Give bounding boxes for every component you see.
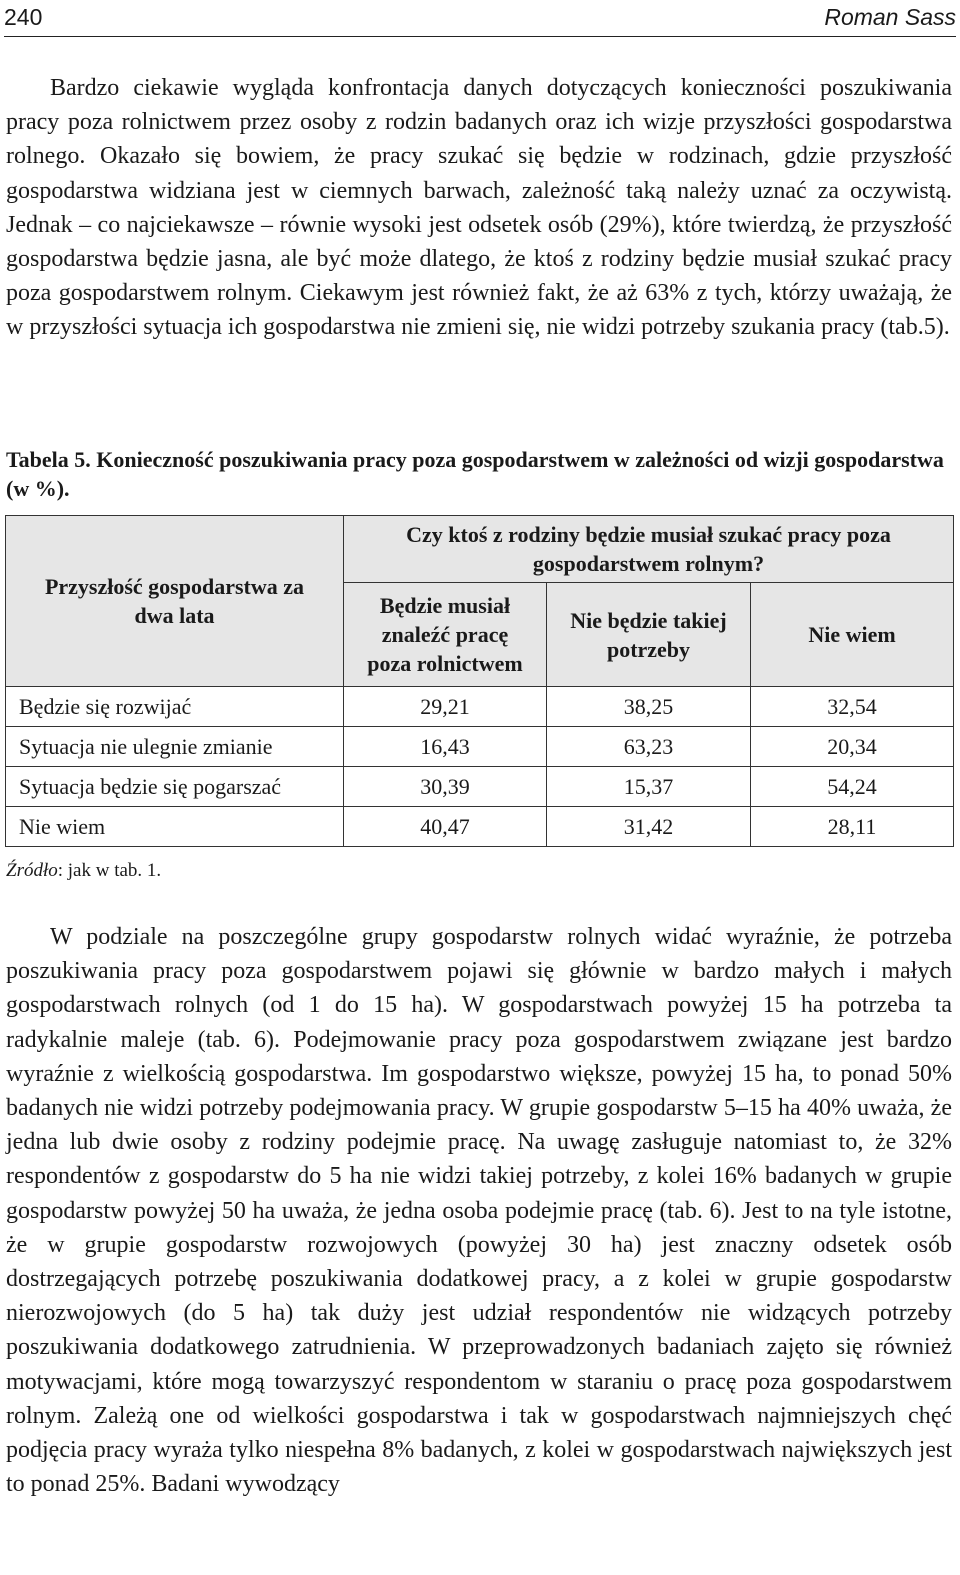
- table-row: [6, 767, 954, 807]
- column-header: Nie wiem: [751, 583, 954, 687]
- table-cell: 63,23: [547, 727, 751, 767]
- column-header: Nie będzie takiej potrzeby: [547, 583, 751, 687]
- table-cell: 28,11: [751, 807, 954, 847]
- table-cell: 32,54: [751, 687, 954, 727]
- table-cell: 54,24: [751, 767, 954, 807]
- group-header-cell: Czy ktoś z rodziny będzie musiał szukać pracy poza gospodarstwem rolnym?: [344, 516, 954, 583]
- page-number: 240: [4, 4, 43, 30]
- row-label: Sytuacja nie ulegnie zmianie: [6, 727, 344, 767]
- running-author: Roman Sass: [824, 4, 956, 30]
- table-row: [6, 727, 954, 767]
- body-paragraph-2: W podziale na poszczególne grupy gospodarstw rolnych widać wyraźnie, że potrzeba poszukiwania pracy poza gospodarstwem pojawi się głównie w bardzo małych i małych gospodarstwach rolnych (od 1 do 15 ha). W gospodarstwach powyżej 15 ha potrzeba ta radykalnie maleje (tab. 6). Podejmowanie pracy poza gospodarstwem związane jest bardzo wyraźnie z wielkością gospodarstwa. Im gospodarstwo większe, powyżej 15 ha, to ponad 50% badanych nie widzi potrzeby podejmowania pracy. W grupie gospodarstw 5–15 ha 40% uważa, że jedna lub dwie osoby z rodziny podejmie pracę. Na uwagę zasługuje natomiast to, że 32% respondentów z gospodarstw do 5 ha nie widzi takiej potrzeby, z kolei 16% badanych w grupie gospodarstw powyżej 50 ha uważa, że jedna osoba podejmie pracę (tab. 6). Jest to na tyle istotne, że w grupie gospodarstw rozwojowych (powyżej 30 ha) jest znaczny odsetek osób dostrzegających potrzebę poszukiwania dodatkowej pracy, a z kolei w grupie gospodarstw nierozwojowych (do 5 ha) tak duży jest udział respondentów nie widzących potrzeby poszukiwania dodatkowego zatrudnienia. W przeprowadzonych badaniach zajęto się również motywacjami, które mogą towarzyszyć respondentom w staraniu o pracę poza gospodarstwem rolnym. Zależą one od wielkości gospodarstwa i tak w gospodarstwach najmniejszych chęć podjęcia pracy wyraża tylko niespełna 8% badanych, z kolei w gospodarstwach największych jest to ponad 25%. Badani wywodzący: [6, 924, 952, 1498]
- source-text: : jak w tab. 1.: [57, 860, 162, 881]
- column-header: Będzie musiał znaleźć pracę poza rolnictwem: [344, 583, 547, 687]
- table-row: [6, 687, 954, 727]
- table-cell: 15,37: [547, 767, 751, 807]
- table-source-note: [6, 858, 161, 884]
- table-cell: 16,43: [344, 727, 547, 767]
- source-label: Źródło: [6, 860, 58, 881]
- running-header: [4, 0, 956, 37]
- data-table: [5, 515, 954, 847]
- body-paragraph-1: Bardzo ciekawie wygląda konfrontacja danych dotyczących konieczności poszukiwania pracy poza rolnictwem przez osoby z rodzin badanych oraz ich wizje przyszłości gospodarstwa rolnego. Okazało się bowiem, że pracy szukać się będzie w rodzinach, gdzie przyszłość gospodarstwa widziana jest w ciemnych barwach, zależność taką należy uznać za oczywistą. Jednak – co najciekawsze – równie wysoki jest odsetek osób (29%), które twierdzą, że przyszłość gospodarstwa będzie jasna, ale być może dlatego, że ktoś z rodziny będzie musiał szukać pracy poza gospodarstwem rolnym. Ciekawym jest również fakt, że aż 63% z tych, którzy uważają, że w przyszłości sytuacja ich gospodarstwa nie zmieni się, nie widzi potrzeby szukania pracy (tab.5).: [6, 75, 952, 341]
- table-cell: 20,34: [751, 727, 954, 767]
- table-cell: 29,21: [344, 687, 547, 727]
- table-cell: 40,47: [344, 807, 547, 847]
- table-cell: 38,25: [547, 687, 751, 727]
- row-header-cell: Przyszłość gospodarstwa za dwa lata: [6, 516, 344, 687]
- table-cell: 31,42: [547, 807, 751, 847]
- row-label: Sytuacja będzie się pogarszać: [6, 767, 344, 807]
- table-cell: 30,39: [344, 767, 547, 807]
- row-label: Będzie się rozwijać: [6, 687, 344, 727]
- row-label: Nie wiem: [6, 807, 344, 847]
- table-caption: Tabela 5. Konieczność poszukiwania pracy poza gospodarstwem w zależności od wizji gospodarstwa (w %).: [6, 447, 944, 501]
- table-row: [6, 807, 954, 847]
